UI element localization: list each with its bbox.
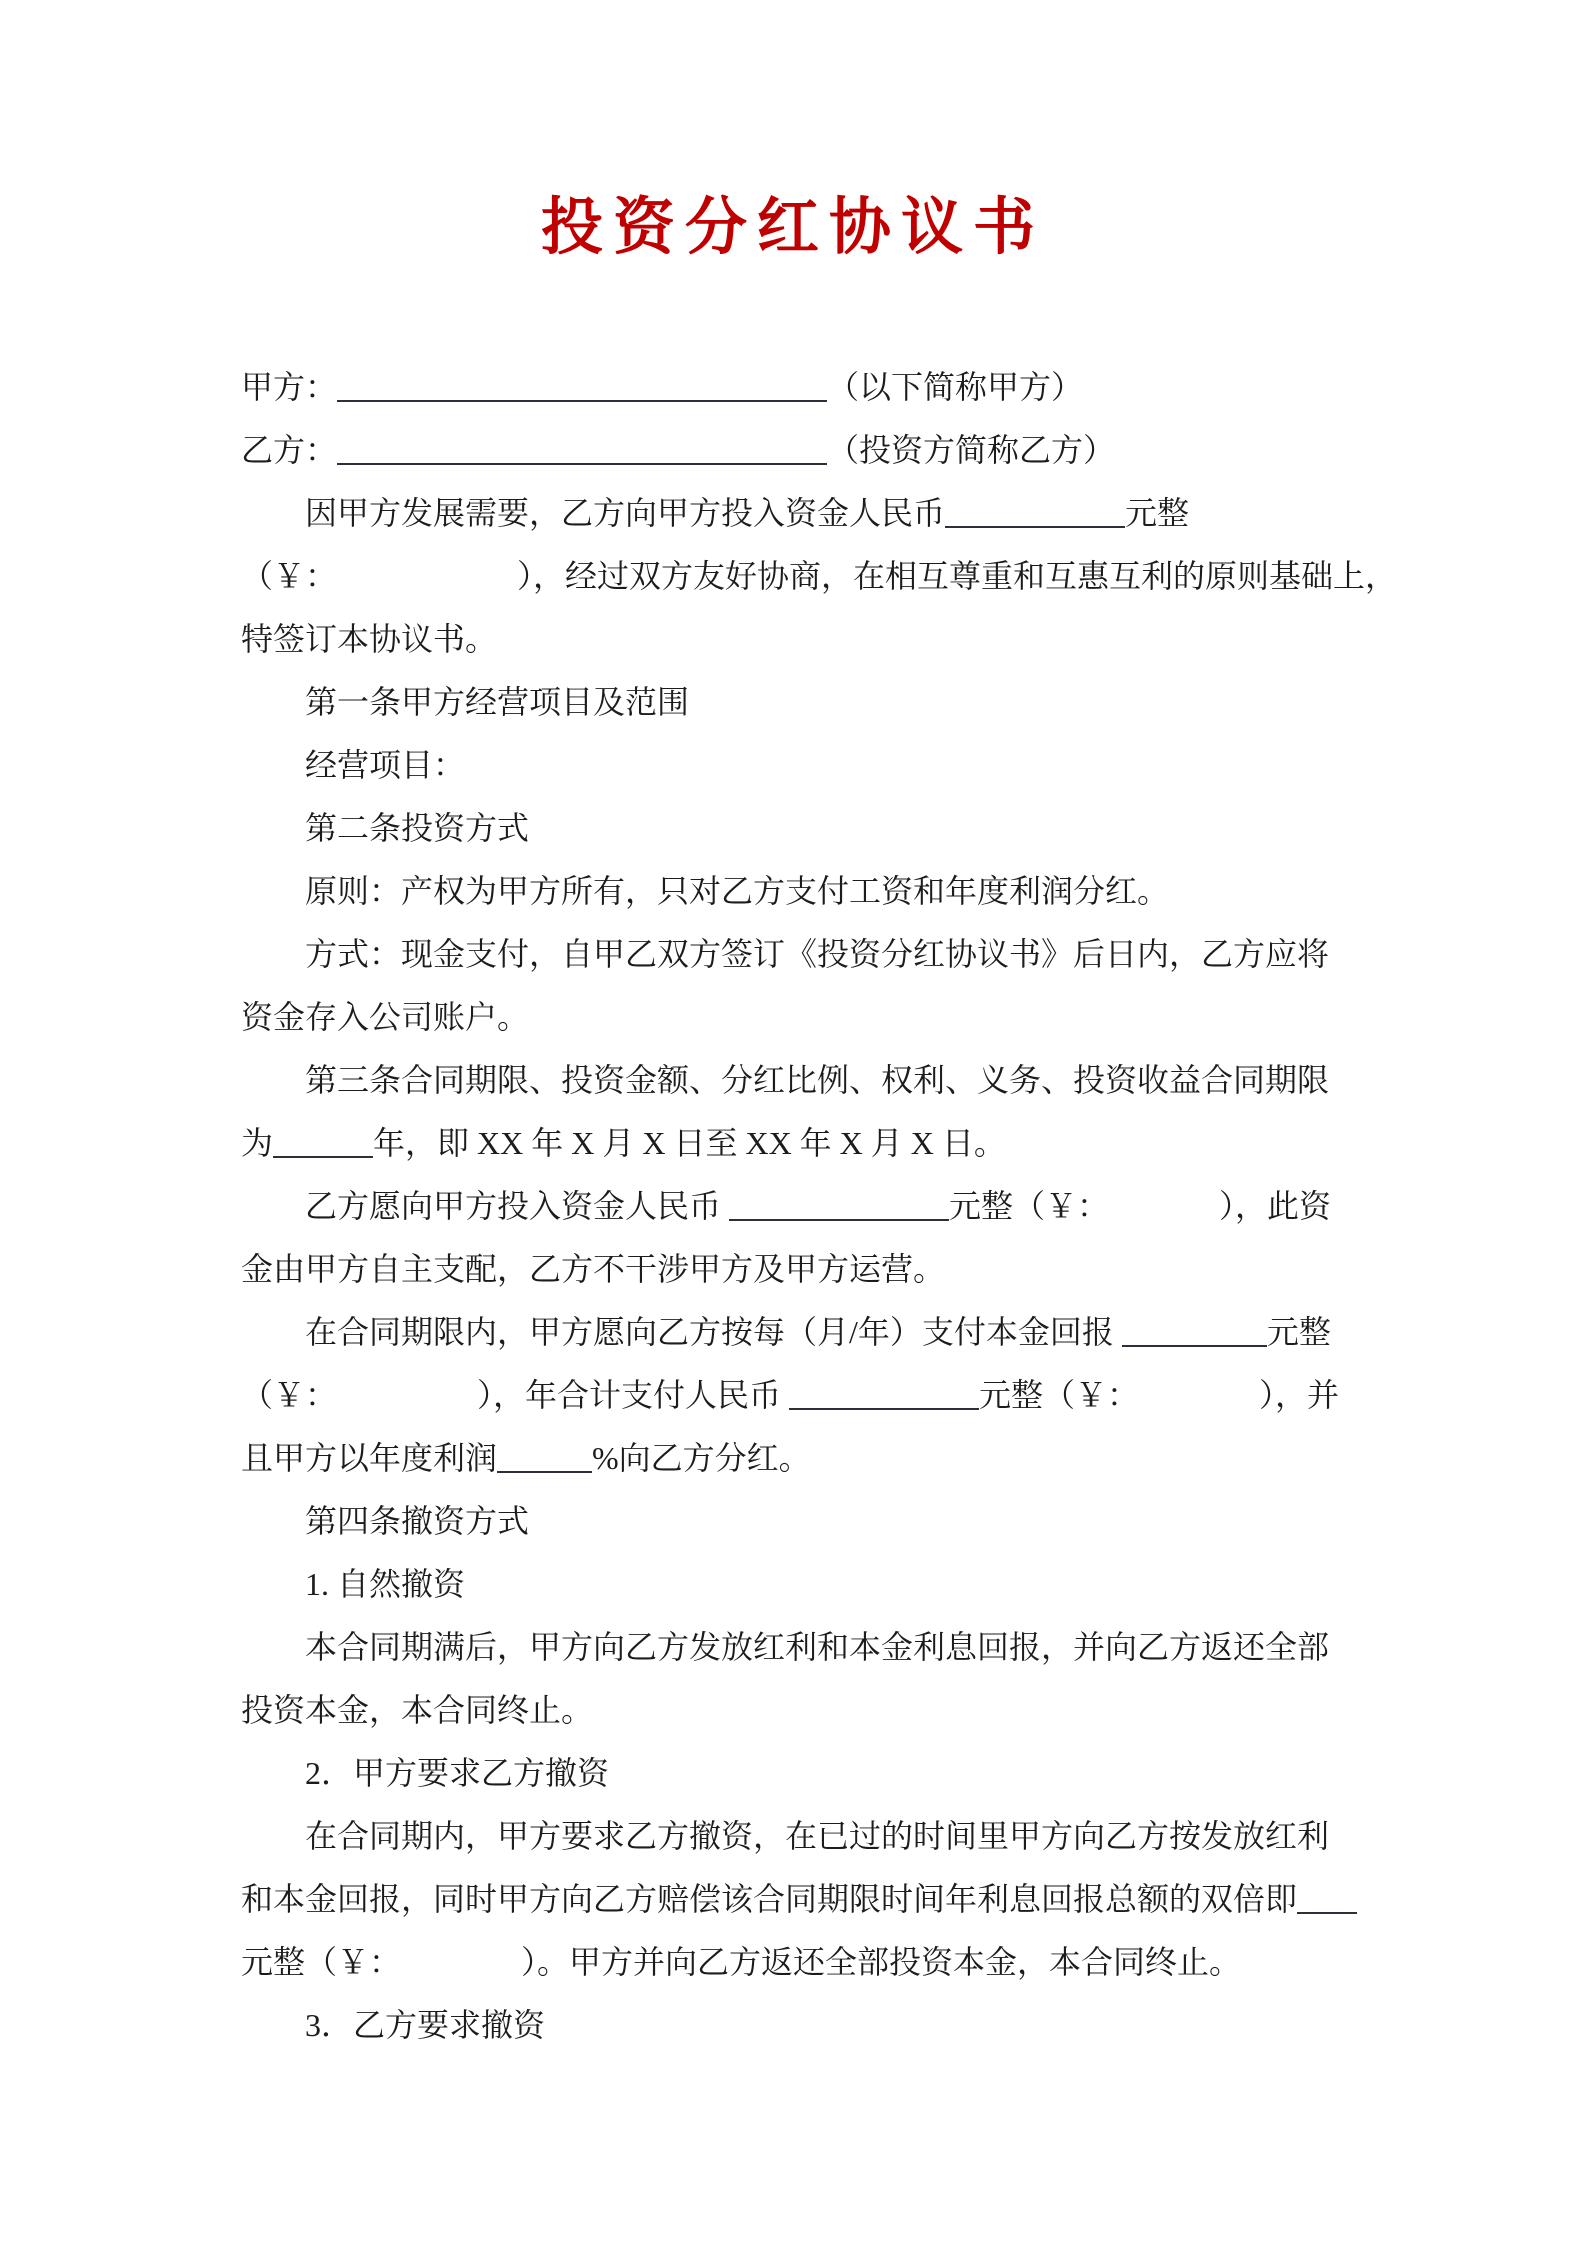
document-line	[241, 1490, 1345, 1553]
text-segment: 乙方愿向甲方投入资金人民币	[305, 1188, 730, 1224]
document-line	[241, 1175, 1345, 1238]
blank-space-field	[337, 1405, 477, 1406]
document-line	[241, 1994, 1345, 2057]
text-segment: ），年合计支付人民币	[477, 1377, 790, 1413]
text-segment: 年，即 XX 年 X 月 X 日至 XX 年 X 月 X 日。	[373, 1125, 1006, 1161]
blank-space-field	[401, 1972, 521, 1973]
blank-underline-field	[789, 1374, 979, 1410]
document-line	[241, 1238, 1345, 1301]
text-segment: ）。甲方并向乙方返还全部投资本金，本合同终止。	[521, 1944, 1242, 1980]
text-segment: 经营项目：	[305, 747, 466, 783]
blank-space-field	[1139, 1405, 1259, 1406]
document-line	[241, 1616, 1345, 1679]
document-line	[241, 986, 1345, 1049]
text-segment: ），并	[1259, 1377, 1340, 1413]
document-line	[241, 1742, 1345, 1805]
document-line	[241, 1427, 1345, 1490]
text-segment: 为	[241, 1125, 274, 1161]
text-segment: ），经过双方友好协商，在相互尊重和互惠互利的原则基础上，	[517, 558, 1398, 594]
text-segment: 1. 自然撤资	[305, 1566, 466, 1602]
text-segment: 本合同期满后，甲方向乙方发放红利和本金利息回报，并向乙方返还全部	[305, 1629, 1330, 1665]
blank-underline-field	[1122, 1311, 1267, 1347]
text-segment: 因甲方发展需要，乙方向甲方投入资金人民币	[305, 495, 946, 531]
blank-underline-field	[1297, 1878, 1357, 1914]
text-segment: 乙方：	[241, 432, 338, 468]
text-segment: 特签订本协议书。	[241, 621, 498, 657]
document-line	[241, 1553, 1345, 1616]
document-line	[241, 923, 1345, 986]
document-line	[241, 1112, 1345, 1175]
text-segment: （投资方简称乙方）	[827, 432, 1116, 468]
document-body	[241, 356, 1398, 2057]
text-segment: （以下简称甲方）	[827, 369, 1084, 405]
document-line	[241, 482, 1345, 545]
text-segment: （￥：	[241, 558, 338, 594]
text-segment: 资金存入公司账户。	[241, 999, 530, 1035]
document-line	[241, 545, 1398, 608]
text-segment: 投资本金，本合同终止。	[241, 1692, 594, 1728]
text-segment: 2．甲方要求乙方撤资	[305, 1755, 610, 1791]
text-segment: 和本金回报，同时甲方向乙方赔偿该合同期限时间年利息回报总额的双倍即	[241, 1881, 1298, 1917]
text-segment: 在合同期限内，甲方愿向乙方按每（月/年）支付本金回报	[305, 1314, 1122, 1350]
document-line	[241, 860, 1345, 923]
document-line	[241, 671, 1345, 734]
document-line	[241, 608, 1345, 671]
blank-space-field	[337, 586, 517, 587]
document-line	[241, 734, 1345, 797]
text-segment: 元整	[1266, 1314, 1331, 1350]
text-segment: %向乙方分红。	[592, 1440, 811, 1476]
text-segment: 方式：现金支付，自甲乙双方签订《投资分红协议书》后日内，乙方应将	[305, 936, 1330, 972]
document-line	[241, 1931, 1345, 1994]
text-segment: 3．乙方要求撤资	[305, 2007, 546, 2043]
text-segment: 在合同期内，甲方要求乙方撤资，在已过的时间里甲方向乙方按发放红利	[305, 1818, 1330, 1854]
blank-underline-field	[337, 429, 827, 465]
blank-underline-field	[337, 366, 827, 402]
text-segment: （￥：	[241, 1377, 338, 1413]
blank-underline-field	[273, 1122, 373, 1158]
document-line	[241, 1805, 1345, 1868]
text-segment: 元整（￥：	[979, 1377, 1140, 1413]
blank-space-field	[1109, 1216, 1219, 1217]
document-line	[241, 419, 1345, 482]
text-segment: ），此资	[1219, 1188, 1332, 1224]
text-segment: 且甲方以年度利润	[241, 1440, 498, 1476]
document-line	[241, 1301, 1345, 1364]
text-segment: 金由甲方自主支配，乙方不干涉甲方及甲方运营。	[241, 1251, 946, 1287]
document-line	[241, 356, 1345, 419]
blank-underline-field	[945, 492, 1125, 528]
text-segment: 第二条投资方式	[305, 810, 530, 846]
text-segment: 第一条甲方经营项目及范围	[305, 684, 690, 720]
blank-underline-field	[497, 1437, 592, 1473]
text-segment: 第三条合同期限、投资金额、分红比例、权利、义务、投资收益合同期限	[305, 1062, 1330, 1098]
document-line	[241, 1679, 1345, 1742]
blank-underline-field	[729, 1185, 949, 1221]
document-line	[241, 1049, 1345, 1112]
text-segment: 元整（￥：	[241, 1944, 402, 1980]
text-segment: 元整（￥：	[949, 1188, 1110, 1224]
document-line	[241, 1868, 1345, 1931]
text-segment: 第四条撤资方式	[305, 1503, 530, 1539]
document-line	[241, 1364, 1345, 1427]
document-title: 投资分红协议书	[540, 194, 1045, 262]
text-segment: 甲方：	[241, 369, 338, 405]
text-segment: 元整	[1125, 495, 1190, 531]
text-segment: 原则：产权为甲方所有，只对乙方支付工资和年度利润分红。	[305, 873, 1170, 909]
document-line	[241, 797, 1345, 860]
